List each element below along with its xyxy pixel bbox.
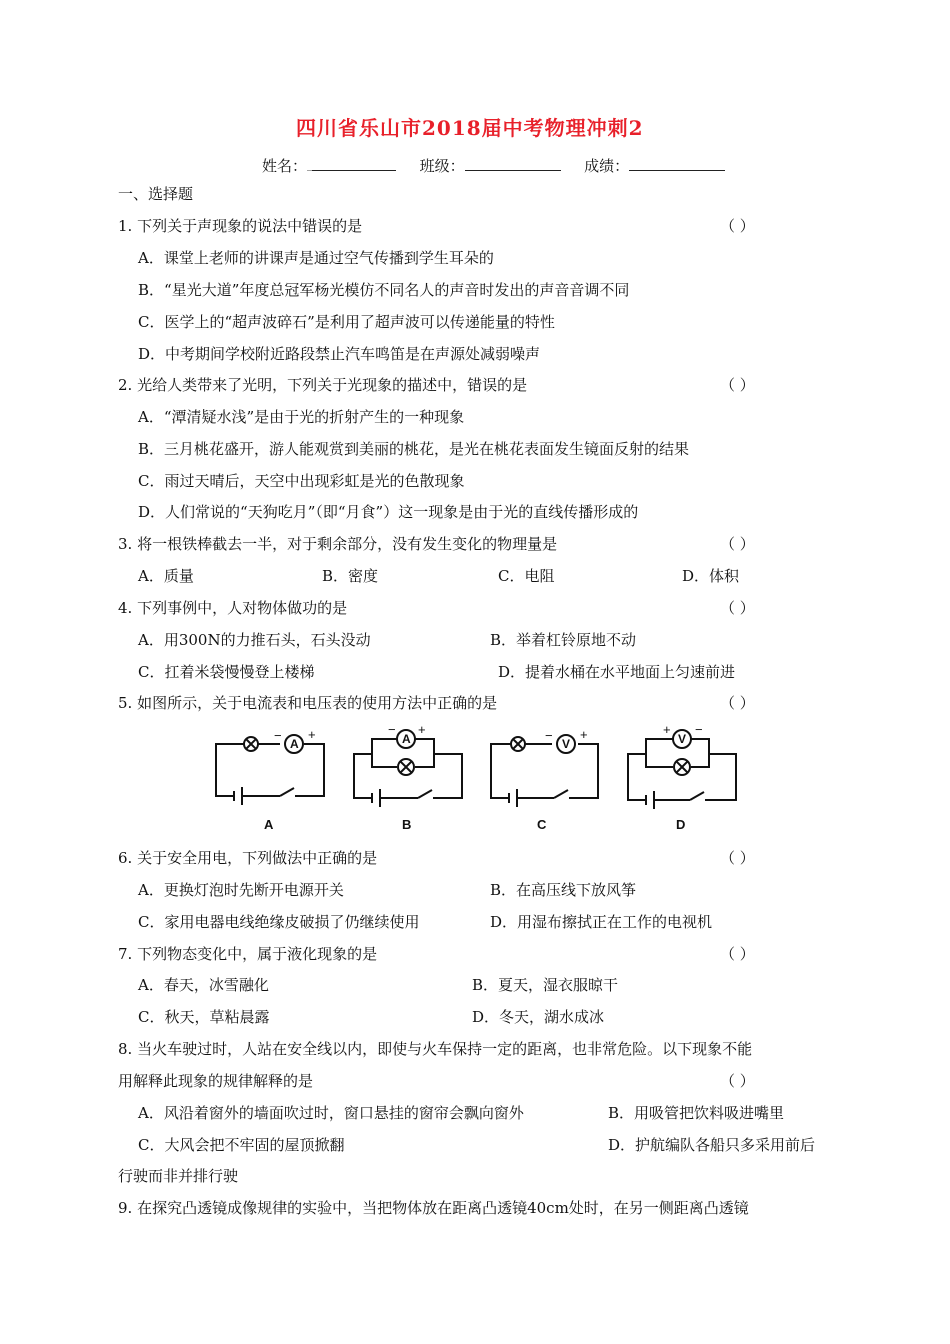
q6-option-c: C．家用电器电线绝缘皮破损了仍继续使用 [138,913,420,931]
section-heading: 一、选择题 [118,185,194,203]
q1-option-d: D．中考期间学校附近路段禁止汽车鸣笛是在声源处减弱噪声 [138,345,541,363]
name-label: 姓名： [262,157,308,175]
minus-sign: − [545,728,553,743]
switch-icon [690,792,704,800]
circuit-label-c: C [537,817,547,832]
answer-paren-6[interactable]: （ ） [720,849,755,867]
plus-sign: + [418,722,426,737]
switch-icon [280,788,294,796]
answer-paren-7[interactable]: （ ） [720,945,755,963]
q4-option-d: D．提着水桶在水平地面上匀速前进 [498,663,736,681]
q1-option-b: B．“星光大道”年度总冠军杨光模仿不同名人的声音时发出的声音音调不同 [138,281,630,299]
minus-sign: − [388,722,396,737]
minus-sign: − [274,728,282,743]
switch-icon [554,790,568,798]
q1-option-c: C．医学上的“超声波碎石”是利用了超声波可以传递能量的特性 [138,313,555,331]
question-9-stem: 9. 在探究凸透镜成像规律的实验中，当把物体放在距离凸透镜40cm处时，在另一侧距离凸透镜 [118,1199,749,1217]
q8-option-a: A．风沿着窗外的墙面吹过时，窗口悬挂的窗帘会飘向窗外 [138,1104,524,1122]
question-6-stem: 6. 关于安全用电，下列做法中正确的是 [118,849,378,867]
score-field[interactable] [629,154,725,171]
q3-option-c: C．电阻 [498,567,555,585]
q2-option-a: A．“潭清疑水浅”是由于光的折射产生的一种现象 [138,408,465,426]
class-field[interactable] [465,154,561,171]
q3-option-d: D．体积 [682,567,740,585]
q7-option-b: B．夏天，湿衣服晾干 [472,976,619,994]
q2-option-c: C．雨过天晴后，天空中出现彩虹是光的色散现象 [138,472,465,490]
question-5-stem: 5. 如图所示，关于电流表和电压表的使用方法中正确的是 [118,694,498,712]
question-8-stem-cont: 用解释此现象的规律解释的是 [118,1072,314,1090]
circuit-label-a: A [264,817,274,832]
plus-sign: + [663,722,671,737]
circuit-label-d: D [676,817,686,832]
circuit-label-b: B [402,817,412,832]
class-label: 班级： [419,157,465,175]
voltmeter-symbol-d: V [678,732,687,746]
minus-sign: − [695,722,703,737]
circuit-diagrams [200,722,760,838]
switch-icon [418,790,432,798]
question-4-stem: 4. 下列事例中，人对物体做功的是 [118,599,348,617]
q2-option-d: D．人们常说的“天狗吃月”（即“月食”）这一现象是由于光的直线传播形成的 [138,503,639,521]
q8-option-d: D．护航编队各船只多采用前后 [608,1136,816,1154]
q8-option-b: B．用吸管把饮料吸进嘴里 [608,1104,785,1122]
question-3-stem: 3. 将一根铁棒截去一半，对于剩余部分，没有发生变化的物理量是 [118,535,558,553]
q7-option-c: C．秋天，草粘晨露 [138,1008,270,1026]
page-title: 四川省乐山市2018届中考物理冲刺2 [296,116,644,140]
answer-paren-3[interactable]: （ ） [720,535,755,553]
q6-option-a: A．更换灯泡时先断开电源开关 [138,881,344,899]
q4-option-b: B．举着杠铃原地不动 [490,631,637,649]
voltmeter-symbol-c: V [562,737,571,751]
q2-option-b: B．三月桃花盛开，游人能观赏到美丽的桃花，是光在桃花表面发生镜面反射的结果 [138,440,690,458]
q6-option-b: B．在高压线下放风筝 [490,881,637,899]
question-8-stem: 8. 当火车驶过时，人站在安全线以内，即使与火车保持一定的距离，也非常危险。以下现象不能 [118,1040,753,1058]
q8-option-d-cont: 行驶而非并排行驶 [118,1167,239,1185]
plus-sign: + [580,727,588,742]
name-mark: _ [307,160,313,171]
answer-paren-8[interactable]: （ ） [720,1072,755,1090]
answer-paren-4[interactable]: （ ） [720,599,755,617]
student-info [262,154,725,176]
question-7-stem: 7. 下列物态变化中，属于液化现象的是 [118,945,378,963]
q6-option-d: D．用湿布擦拭正在工作的电视机 [490,913,713,931]
plus-sign: + [308,727,316,742]
answer-paren-5[interactable]: （ ） [720,694,755,712]
q3-option-a: A．质量 [138,567,194,585]
q7-option-d: D．冬天，湖水成冰 [472,1008,605,1026]
q4-option-c: C．扛着米袋慢慢登上楼梯 [138,663,315,681]
circuit-c [491,735,598,807]
q3-option-b: B．密度 [322,567,379,585]
question-2-stem: 2. 光给人类带来了光明，下列关于光现象的描述中，错误的是 [118,376,528,394]
answer-paren-2[interactable]: （ ） [720,376,755,394]
ammeter-symbol-a: A [290,737,299,751]
q4-option-a: A．用300N的力推石头，石头没动 [138,631,371,649]
q1-option-a: A．课堂上老师的讲课声是通过空气传播到学生耳朵的 [138,249,494,267]
circuit-a [216,735,324,805]
question-1-stem: 1. 下列关于声现象的说法中错误的是 [118,217,363,235]
answer-paren-1[interactable]: （ ） [720,217,755,235]
q7-option-a: A．春天，冰雪融化 [138,976,269,994]
ammeter-symbol-b: A [402,732,411,746]
name-field[interactable] [312,154,396,171]
q8-option-c: C．大风会把不牢固的屋顶掀翻 [138,1136,345,1154]
score-label: 成绩： [584,157,630,175]
